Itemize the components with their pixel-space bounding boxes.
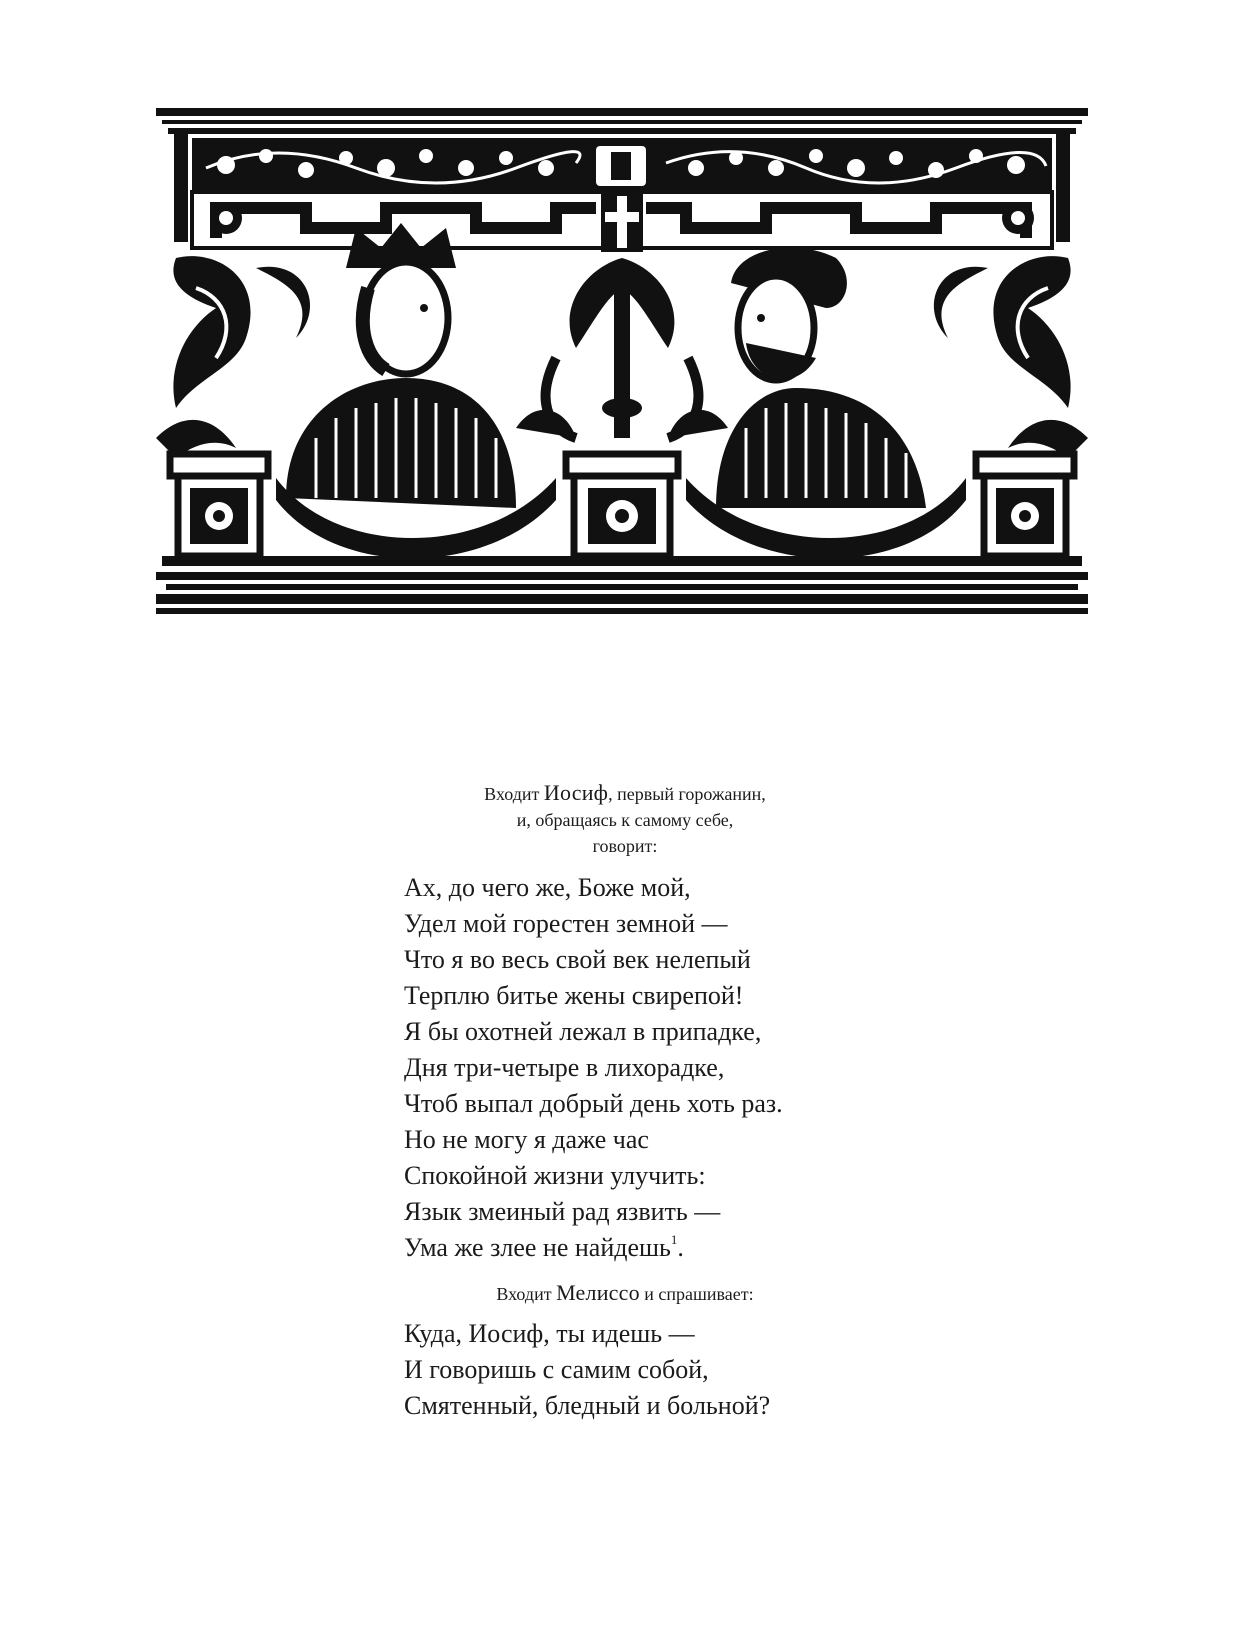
stage-text: , первый горожанин, xyxy=(608,784,766,804)
verse-line: Я бы охотней лежал в припадке, xyxy=(404,1017,762,1046)
verse-line: Куда, Иосиф, ты идешь — xyxy=(404,1319,695,1348)
stage-text: Входит xyxy=(484,784,544,804)
verse-line: Что я во весь свой век нелепый xyxy=(404,945,751,974)
verse-punct: . xyxy=(677,1233,684,1262)
verse-line: Язык змеиный рад язвить — xyxy=(404,1197,721,1226)
verse-line: Удел мой горестен земной — xyxy=(404,909,728,938)
verse-line: Смятенный, бледный и больной? xyxy=(404,1391,771,1420)
verse-line: Спокойной жизни улучить: xyxy=(404,1161,706,1190)
character-name-josif: Иосиф xyxy=(543,780,609,805)
verse-line: Ах, до чего же, Боже мой, xyxy=(404,873,691,902)
stage-direction-josif xyxy=(0,780,1250,859)
verse-line: Но не могу я даже час xyxy=(404,1125,649,1154)
verse-line: Дня три-четыре в лихорадке, xyxy=(404,1053,725,1082)
character-name-melisso: Мелиссо xyxy=(556,1280,640,1305)
verse-text: Ума же злее не найдешь xyxy=(404,1233,671,1262)
stage-direction-line-2: и, обращаясь к самому себе, xyxy=(516,810,734,830)
stage-direction-line-3: говорит: xyxy=(592,836,658,856)
verse-line: Терплю битье жены свирепой! xyxy=(404,981,744,1010)
footnote-marker[interactable]: 1 xyxy=(670,1232,678,1247)
verse-line: И говоришь с самим собой, xyxy=(404,1355,709,1384)
verse-melisso xyxy=(404,1316,1124,1424)
stage-direction-line xyxy=(0,1280,1250,1307)
verse-line-last xyxy=(404,1230,1124,1266)
woodcut-illustration xyxy=(156,108,1088,618)
stage-direction-line-1 xyxy=(0,780,1250,807)
stage-text: и спрашивает: xyxy=(639,1284,754,1304)
stage-text: Входит xyxy=(496,1284,557,1304)
verse-line: Чтоб выпал добрый день хоть раз. xyxy=(404,1089,783,1118)
stage-direction-melisso xyxy=(0,1280,1250,1307)
verse-josif xyxy=(404,870,1124,1266)
